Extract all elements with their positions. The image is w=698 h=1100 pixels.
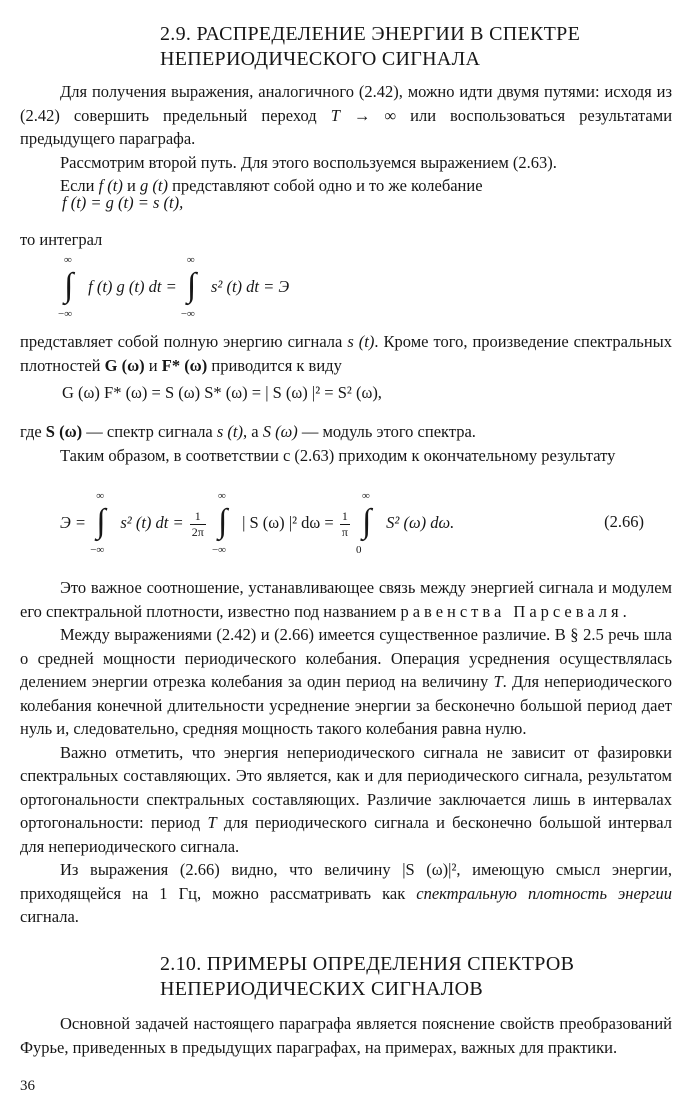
formula-equality: f (t) = g (t) = s (t), (62, 193, 184, 212)
body-text-block-3 (20, 576, 672, 929)
formula-parseval: Э = ∞ ∫ −∞ s² (t) dt = $\frac{1}{2\pi}$ ∞ ∫ −∞ | S (ω) |² dω = $\frac{1}{\pi}$ ∞ ∫ 0 S² (ω) dω. (2.66) (60, 490, 644, 556)
paragraph: Основной задачей настоящего параграфа является пояснение свойств преобразований Фурье, приведенных в предыдущих параграфах, на примерах, важных для практики. (20, 1014, 672, 1057)
paragraph: Таким образом, в соответствии с (2.63) приходим к окончательному результату (60, 445, 616, 465)
formula-spectral-product: G (ω) F* (ω) = S (ω) S* (ω) = | S (ω) |² = S² (ω), (62, 383, 382, 402)
fraction: $\frac{1}{\pi}$ (341, 508, 348, 539)
paragraph: Между выражениями (2.42) и (2.66) имеется существенное различие. В § 2.5 речь шла о средней мощности периодического колебания. Операция усреднения осуществлялась делением энергии отрезка колебания за один период на величину T. Для непериодического колебания конечной длительности усреднение энергии за бесконечно большой период дает нуль и, следовательно, средняя мощность такого колебания равна нулю. (20, 625, 673, 738)
heading-line-1: 2.9. РАСПРЕДЕЛЕНИЕ ЭНЕРГИИ В СПЕКТРЕ (160, 23, 581, 45)
section-heading (160, 22, 580, 72)
section-heading (160, 952, 574, 1002)
integral-sign: ∞ ∫ −∞ (211, 490, 228, 556)
integral-sign: ∞ ∫ 0 (356, 490, 372, 556)
emphasis-italic: спектральную плотность энергии (416, 883, 672, 903)
heading-line-1: 2.10. ПРИМЕРЫ ОПРЕДЕЛЕНИЯ СПЕКТРОВ (160, 953, 575, 975)
paragraph: Из выражения (2.66) видно, что величину |S (ω)|², имеющую смысл энергии, приходящейся на 1 Гц, можно рассматривать как спектральную плотность энергии сигнала. (20, 860, 672, 926)
integral-sign: ∞ ∫ −∞ (180, 254, 197, 320)
body-text-block-2 (20, 420, 672, 467)
emphasis-spaced: равенства Парсеваля. (400, 601, 631, 621)
paragraph: Для получения выражения, аналогичного (2.42), можно идти двумя путями: исходя из (2.42) совершить предельный переход T → ∞ или воспользоваться результатами предыдущего параграфа. (20, 82, 673, 148)
paragraph: Это важное соотношение, устанавливающее связь между энергией сигнала и модулем его спектральной плотности, известно под названием равенства Парсеваля. (20, 578, 672, 621)
paragraph: Рассмотрим второй путь. Для этого воспользуемся выражением (2.63). (60, 152, 557, 172)
heading-line-2: НЕПЕРИОДИЧЕСКОГО СИГНАЛА (160, 48, 481, 70)
body-text-block-4 (20, 1012, 672, 1059)
integral-sign: ∞ ∫ −∞ (90, 490, 106, 556)
paragraph: где S (ω) — спектр сигнала s (t), а S (ω) — модуль этого спектра. (20, 422, 476, 441)
fraction: $\frac{1}{2\pi}$ (191, 508, 204, 539)
equation-number: (2.66) (604, 512, 644, 531)
paragraph: представляет собой полную энергию сигнала s (t). Кроме того, произведение спектральных плотностей G (ω) и F* (ω) приводится к виду (20, 332, 673, 375)
paragraph: то интеграл (20, 230, 103, 249)
integral-sign: ∞ ∫ −∞ (58, 254, 74, 320)
formula-integral-energy: ∞ ∫ −∞ f (t) g (t) dt = ∞ ∫ −∞ s² (t) dt = Э (58, 254, 290, 320)
paragraph: Важно отметить, что энергия непериодического сигнала не зависит от фазировки спектральных составляющих. Это является, как и для периодического сигнала, результатом ортогональности спектральных составляющих. Различие заключается лишь в интервалах ортогональности: период T для периодического сигнала и бесконечно большой интервал для непериодического сигнала. (20, 742, 672, 856)
heading-line-2: НЕПЕРИОДИЧЕСКИХ СИГНАЛОВ (160, 978, 483, 1000)
paragraph: Если f (t) и g (t) представляют собой одно и то же колебание (60, 176, 483, 195)
body-text-block-1 (20, 80, 672, 198)
page-number: 36 (20, 1078, 35, 1094)
